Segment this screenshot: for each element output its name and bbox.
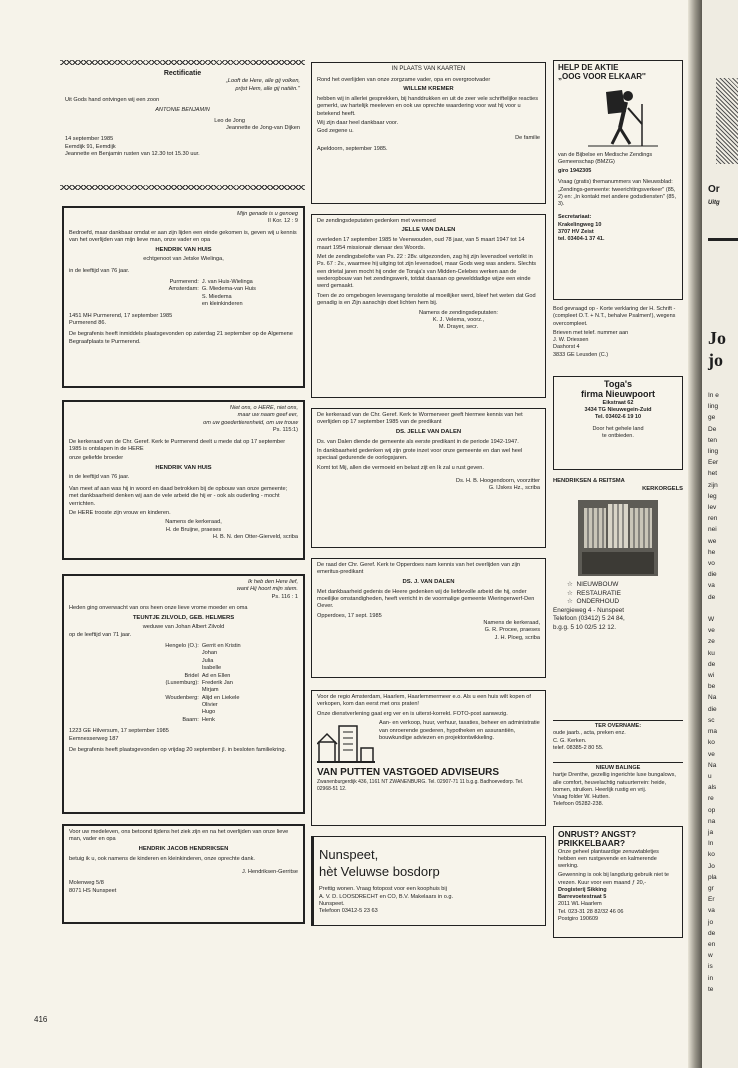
zilvold-address-2: Eemnesserweg 187: [69, 735, 119, 742]
rectificatie-parent-2: Jeannette de Jong-van Dijken: [225, 125, 300, 132]
organ-icon: [558, 496, 678, 578]
kremer-address: Apeldoorn, september 1985.: [317, 146, 388, 153]
toga-text: Door het gehele land: [592, 425, 644, 432]
hendriksen-notice: [62, 824, 305, 924]
next-page-line: ja: [708, 828, 714, 836]
onrust-ad: [553, 826, 683, 938]
rectificatie-quote-1: „Looft de Here, alle gij volken,: [225, 78, 300, 85]
rectificatie-intro: Uit Gods hand ontvingen wij een zoon: [65, 96, 160, 103]
van-huis2-quote-1: Niet ons, o HERE, niet ons,: [229, 405, 298, 411]
next-page-line: de: [708, 660, 716, 668]
van-dalen2-name: DS. JELLE VAN DALEN: [395, 428, 462, 435]
van-huis2-text-2: Van meet af aan was hij in woord en daad betrokken bij de opbouw van onze gemeente; met dankbaarheid denken wij aan de vele arbeid die hij er - ook als ouderling - mocht verrichten.: [69, 485, 288, 507]
zilvold-hengelo-0: Gerrit en Kristin: [201, 643, 241, 650]
kremer-text-2: hebben wij in allerlei gesprekken, bij handdrukken en uit de zeer vele schriftelijke reacties gemerkt, uw hartelijk meeleven en ook uw oprechte waardering voor wat hij voor u betekend heeft.: [317, 96, 539, 117]
zilvold-baarn-label: Baarn:: [182, 716, 199, 723]
balinge-tel: Telefoon 05282-238.: [553, 801, 604, 808]
next-page-pattern: [716, 78, 738, 164]
van-dalen2-text: De kerkeraad van de Chr. Geref. Kerk te Wormerveer geeft hiermee kennis van het overlijden op 17 september 1985 van de predikant: [317, 412, 523, 426]
next-page-line: na: [708, 817, 716, 825]
rectificatie-parent-1: Leo de Jong: [214, 117, 245, 124]
rectificatie-date: 14 september 1985: [65, 136, 114, 143]
next-page-line: in: [708, 974, 714, 982]
van-huis-r1-label: Purmerend:: [169, 279, 199, 286]
zilvold-bridel-label: Bridel: [184, 672, 199, 679]
van-huis2-text-3: De HERE trooste zijn vrouw en kinderen.: [69, 509, 171, 516]
next-page-line: Na: [708, 694, 717, 702]
van-dalen3-address: Opperdoes, 17 sept. 1985: [317, 612, 382, 619]
next-page-line: u: [708, 772, 712, 780]
van-dalen2-text-4: Komt tot Mij, allen die vermoeid en belast zijt en Ik zal u rust geven.: [317, 464, 484, 471]
next-page-line: sc: [708, 716, 715, 724]
aktie-ad: [553, 60, 683, 300]
next-page-line: va: [708, 907, 715, 915]
next-page-heading-b: Uitg: [708, 200, 720, 206]
zilvold-name: TEUNTJE ZILVOLD, GEB. HELMERS: [132, 614, 235, 621]
zilvold-hengelo-2: Julia: [201, 657, 214, 664]
next-page-line: ling: [708, 448, 719, 456]
next-page-line: jo: [708, 918, 714, 926]
hendriksen-name: HENDRIK JACOB HENDRIKSEN: [138, 845, 229, 852]
next-page-line: ve: [708, 627, 715, 635]
onrust-text-2: Gewenning is ook bij langdurig gebruik niet te vrezen. Kuur voor een maand ƒ 20,-: [558, 872, 669, 886]
orgel-item-2: ☆ RESTAURATIE: [567, 589, 621, 597]
kremer-text-3: Wij zijn daar heel dankbaar voor.: [317, 120, 399, 127]
kremer-head: IN PLAATS VAN KAARTEN: [391, 66, 466, 72]
next-page-line: W: [708, 616, 715, 624]
onrust-firm: Drogisterij Sikking: [558, 886, 607, 893]
hendriksen-text-2: betuig ik u, ook namens de kinderen en kleinkinderen, onze oprechte dank.: [69, 855, 255, 862]
next-page-line: is: [708, 963, 713, 971]
bod-address-3: 3833 GE Leusden (C.): [553, 351, 609, 358]
next-page-line: Na: [708, 761, 717, 769]
van-huis2-name: HENDRIK VAN HUIS: [155, 464, 212, 471]
balinge-text: hartje Drenthe, gezellig ingerichte luxe bungalows, alle comfort, heuvelachtig natuurterrein: heide, bomen, struiken. Heerlijk rustig en vrij.: [553, 772, 676, 793]
van-huis2-quote-2: maar uw naam geef eer,: [237, 412, 298, 419]
toga-tel: Tel. 03402-6 19 10: [594, 414, 642, 421]
zilvold-text: Heden ging onverwacht van ons heen onze lieve vrome moeder en oma: [69, 605, 248, 612]
kremer-notice: [311, 62, 546, 204]
next-page-line: be: [708, 683, 716, 691]
zilvold-lux-label: (Luxemburg):: [165, 679, 199, 686]
van-dalen1-sig-1: Namens de zendingsdeputaten:: [419, 309, 498, 316]
zilvold-baarn-0: Henk: [201, 716, 215, 723]
next-page-line: wi: [708, 672, 715, 680]
next-page-line: Er: [708, 896, 715, 904]
nunspeet-title-2: hèt Veluwse bosdorp: [319, 864, 440, 880]
van-huis-age: in de leeftijd van 76 jaar.: [69, 267, 130, 274]
van-putten-title: VAN PUTTEN VASTGOED ADVISEURS: [317, 767, 500, 779]
van-huis2-text: De kerkeraad van de Chr. Geref. Kerk te Purmerend deelt u mede dat op 17 september 1985 is ontslapen in de HERE: [69, 438, 286, 452]
next-page-line: ko: [708, 851, 715, 859]
orgel-firm: HENDRIKSEN & REITSMA: [553, 478, 625, 484]
orgel-item-1-label: NIEUWBOUW: [576, 581, 619, 589]
next-page-line: leg: [708, 492, 717, 500]
aktie-address-1: Krakelingweg 10: [558, 221, 602, 228]
van-huis2-quote-4: Ps. 115:1): [272, 427, 298, 434]
van-dalen1-text-2: Met de zendingsbelofte van Ps. 22 : 28v. uitgezonden, zag hij zijn levensdoel vertolkt in Ps. 67 : 2v., waarmee hij uitging tot zijn levensdoel, maar Gods weg was anders. Slechts een drietal jaren mocht hij onder de Toraja's van Midden-Celebes werken aan de wederopbouw van het zendingswerk, totdat daaraan op gewelddadige wijze een einde werd gemaakt.: [317, 253, 537, 290]
next-page-body: [708, 390, 719, 995]
next-page-line: ren: [708, 515, 718, 523]
zilvold-wood-label: Woudenberg:: [165, 694, 199, 701]
orgel-item-2-label: RESTAURATIE: [576, 589, 621, 597]
van-dalen-opperdoes-notice: [311, 558, 546, 678]
van-dalen-wormerveer-notice: [311, 408, 546, 548]
next-page-line: en: [708, 940, 716, 948]
van-dalen1-head: De zendingsdeputaten gedenken met weemoed: [317, 218, 436, 224]
zilvold-bridel-0: Ad en Ellen: [201, 672, 231, 679]
van-huis2-brother: onze geliefde broeder: [69, 455, 124, 462]
van-huis-r2-name: G. Miedema-van Huis: [201, 286, 256, 293]
rectificatie-address: Eemdijk 91, Eemdijk: [65, 143, 116, 150]
next-page-line: we: [708, 537, 717, 545]
van-huis-church-notice: [62, 400, 305, 560]
aktie-tel: tel. 03404-1 37 41.: [558, 236, 605, 243]
van-huis-address-1: 1451 MH Purmerend, 17 september 1985: [69, 312, 173, 319]
bod-address-2: Dashorst 4: [553, 344, 580, 351]
next-page-line: te: [708, 985, 714, 993]
hendriksen-address-1: Molenweg 5/8: [69, 880, 104, 887]
next-page-line: ko: [708, 739, 715, 747]
next-page-line: Eer: [708, 459, 719, 467]
hendriksen-address-2: 8071 HS Nunspeet: [69, 887, 117, 894]
kremer-text: Rond het overlijden van onze zorgzame vader, opa en overgrootvader: [317, 76, 491, 83]
hendriksen-text: Voor uw medeleven, ons betoond tijdens het ziek zijn en na het overlijden van onze lieve man, vader en opa: [69, 829, 289, 843]
nunspeet-text-4: Telefoon 03412-5 23 63: [319, 908, 378, 915]
aktie-giro: giro 1942305: [558, 168, 592, 175]
onrust-address-1: Barrevoetestraat 5: [558, 894, 607, 901]
next-page-line: re: [708, 795, 714, 803]
next-page-line: ma: [708, 728, 718, 736]
van-putten-ad: [311, 690, 546, 826]
next-page-line: va: [708, 582, 715, 590]
bod-text: Bod gevraagd op - Korte verklaring der H. Schrift - (compleet O.T. + N.T., behalve Psalmen!), wegens overcompleet.: [553, 306, 676, 327]
van-dalen3-name: DS. J. VAN DALEN: [402, 578, 455, 585]
next-page-line: die: [708, 571, 717, 579]
next-page-line: Jo: [708, 862, 715, 870]
next-page-line: lev: [708, 504, 717, 512]
zilvold-wood-0: Alijd en Liekele: [201, 694, 240, 701]
van-huis-r4-name: en kleinkinderen: [201, 301, 243, 308]
next-page-line: he: [708, 548, 716, 556]
van-dalen1-sig-2: K. J. Velema, voorz.,: [432, 316, 485, 323]
zilvold-quote-3: Ps. 116 : 1: [271, 593, 298, 600]
overname-name: C. G. Kerken.: [553, 737, 587, 744]
zilvold-lux-0: Frederik Jan: [201, 679, 233, 686]
van-huis2-sig-3: H. B. N. den Otter-Gierveld, scriba: [212, 534, 298, 541]
van-huis-address-2: Purmerend 86.: [69, 319, 107, 326]
aktie-title-2: „OOG VOOR ELKAAR'': [558, 71, 646, 81]
next-page-line: De: [708, 425, 717, 433]
next-page-line: op: [708, 806, 716, 814]
toga-ad: [553, 376, 683, 470]
aktie-text: van de Bijbelse en Medische Zendings Gemeenschap (BMZG): [558, 151, 653, 165]
zilvold-notice: [62, 574, 305, 814]
next-page-line: ku: [708, 649, 715, 657]
van-putten-text-2: Onze dienstverlening gaat erg ver en is uiterst-korrekt. FOTO-post aanwezig.: [317, 710, 508, 717]
onrust-text: Onze geheel plantaardige zenuwtabletjes hebben een rustgevende en kalmerende werking.: [558, 848, 659, 870]
toga-address-1: Eikstraat 62: [602, 399, 634, 406]
orgel-item-3-label: ONDERHOUD: [576, 598, 620, 606]
van-dalen1-text: overleden 17 september 1985 te Veenwouden, oud 78 jaar, van 5 maart 1947 tot 14 maart 1954 missionair dienaar des Woords.: [317, 237, 525, 251]
van-dalen2-text-3: In dankbaarheid gedenken wij zijn grote inzet voor onze gemeente en dan wel heel speciaal gedurende de oorlogsjaren.: [317, 447, 523, 462]
van-huis-text: Bedroefd, maar dankbaar omdat er aan zijn lijden een einde gekomen is, geven wij u kennis van het overlijden van mijn lieve man, onze vader en opa: [69, 229, 297, 244]
overname-text: oude jaarb., acta, preken enz.: [553, 730, 626, 737]
next-page-line: vo: [708, 560, 715, 568]
onrust-giro: Postgiro 190609: [558, 915, 599, 922]
van-huis-r1-name: J. van Huis-Wielinga: [201, 279, 253, 286]
van-dalen1-text-3: Toen de zo omgebogen levensgang tenslotte al moeilijker werd, bleef het weten dat God genadig is en Zijn aanschijn doet lichten hem bij.: [317, 292, 536, 307]
van-huis-quote-1: Mijn genade is u genoeg: [237, 211, 298, 217]
zilvold-wood-1: Olivier: [201, 702, 218, 709]
next-page-line: ling: [708, 403, 719, 411]
next-page-line: de: [708, 929, 716, 937]
nunspeet-ad: [311, 836, 546, 926]
next-page-line: ve: [708, 750, 715, 758]
van-huis2-sig-1: Namens de kerkeraad,: [165, 519, 222, 526]
next-page-line: ge: [708, 414, 716, 422]
next-page-line: zijn: [708, 481, 718, 489]
orgel-address: Energieweg 4 - Nunspeet: [553, 607, 625, 615]
next-page-line: w: [708, 952, 713, 960]
van-huis-quote-2: II Kor. 12 : 9: [267, 218, 298, 225]
next-page-line: In e: [708, 392, 719, 399]
van-huis2-quote-3: om uw goedertierenheid, om uw trouw: [203, 419, 298, 426]
van-dalen2-sig-1: Ds. H. B. Hoogendoorn, voorzitter: [456, 478, 540, 485]
zilvold-quote-2: want Hij hoort mijn stem.: [236, 586, 298, 593]
kremer-sig: De familie: [515, 134, 540, 141]
overname-title: TER OVERNAME:: [594, 723, 642, 729]
next-page-edge: [702, 0, 738, 1068]
zigzag-border-bottom: [60, 185, 305, 190]
nunspeet-text-2: A. V. D. LOOSDRECHT en CO, B.V. Makelaars in o.g.: [319, 893, 454, 900]
hiker-icon: [558, 84, 678, 150]
van-dalen1-name: JELLE VAN DALEN: [401, 227, 456, 234]
nunspeet-text-3: Nunspeet.: [319, 901, 345, 908]
van-huis-r2-label: Amsterdam:: [168, 286, 199, 293]
toga-title-1: Toga's: [604, 379, 632, 389]
balinge-title: NIEUW BALINGE: [595, 765, 641, 771]
van-dalen2-sig-2: G. IJskes Hz., scriba: [488, 485, 540, 492]
aktie-address-2: 3707 HV Zeist: [558, 228, 594, 235]
zilvold-widow: weduwe van Johan Albert Zilvold: [142, 624, 225, 631]
van-putten-text-3: Aan- en verkoop, huur, verhuur, taxaties, beheer en administratie van onroerende goederen, hypotheken en assurantiën, bouwkundige adviezen en projektontwikkeling.: [379, 720, 540, 741]
rectificatie-title: Rectificatie: [163, 70, 202, 77]
zilvold-lux-1: Mirjam: [201, 687, 219, 694]
next-page-line: die: [708, 705, 717, 713]
orgel-ad: [553, 478, 683, 714]
next-page-line: het: [708, 470, 718, 478]
aktie-sec: Secretariaat:: [558, 214, 592, 221]
orgel-tel: Telefoon (03412) 5 24 84,: [553, 615, 625, 623]
orgel-item-1: ☆ NIEUWBOUW: [567, 581, 619, 589]
zilvold-quote-1: Ik heb den Here lief,: [247, 579, 298, 585]
van-dalen3-text: De raad der Chr. Geref. Kerk te Opperdoes nam kennis van het overlijden van zijn emeritus-predikant: [317, 562, 521, 576]
nunspeet-title-1: Nunspeet,: [319, 847, 379, 862]
van-dalen-mission-notice: [311, 214, 546, 398]
van-huis-family-notice: [62, 206, 305, 388]
zilvold-address-1: 1223 GE Hilversum, 17 september 1985: [69, 728, 169, 735]
onrust-tel: Tel. 023-31 28 82/32 46 06: [558, 908, 624, 915]
toga-address-2: 3434 TG Nieuwegein-Zuid: [584, 407, 652, 414]
onrust-title-2: PRIKKELBAAR?: [558, 838, 626, 849]
bod-text-2: Brieven met telef. nummer aan: [553, 329, 629, 336]
rectificatie-box: [60, 66, 305, 186]
zilvold-hengelo-3: Isabelle: [201, 665, 222, 672]
zilvold-hengelo-1: Johan: [201, 650, 218, 657]
van-dalen3-sig-2: G. R. Procee, praeses: [484, 627, 540, 634]
next-page-rule: [708, 238, 738, 241]
onrust-address-2: 2011 WL Haarlem: [558, 901, 602, 908]
bod-address-1: J. W. Driessen: [553, 337, 589, 343]
orgel-item-3: ☆ ONDERHOUD: [567, 598, 620, 606]
van-huis-spouse: echtgenoot van Jetske Wielinga,: [143, 256, 224, 263]
next-page-line: In: [708, 840, 714, 848]
kremer-name: WILLEM KREMER: [403, 86, 454, 93]
overname-ad: [553, 720, 683, 756]
next-page-line: gr: [708, 884, 714, 892]
zilvold-wood-2: Hugo: [201, 709, 216, 716]
rectificatie-quote-2: prijst Hem, alle gij natiën.'': [235, 85, 300, 92]
page-number: 416: [34, 1015, 48, 1024]
aktie-text-2: Vraag (gratis) themanummers van Nieuwsblad: „Zendings-gemeente: tweerichtingsverkeer'' (85, 2) en: „In kontakt met andere godsdiensten'' (85, 3).: [558, 179, 676, 208]
van-huis-r3-name: S. Miedema: [201, 293, 232, 300]
house-icon: [317, 720, 375, 764]
toga-text-2: te ontbieden.: [602, 432, 634, 439]
van-dalen2-text-2: Ds. van Dalen diende de gemeente als eerste predikant in de periode 1942-1947.: [317, 438, 519, 445]
van-dalen3-text-2: Met dankbaarheid gedenis de Heere gedenken wij de liefdevolle arbeid die hij, onder moeilijke omstandigheden, heeft verricht in de voormalige gemeente Wieringerwerf-Den Oever.: [317, 588, 535, 610]
van-dalen3-sig-3: J. H. Ploeg, scriba: [494, 634, 540, 641]
toga-title-2: firma Nieuwpoort: [580, 388, 655, 399]
nunspeet-text: Prettig wonen. Vraag fotopost voor een koophuis bij: [319, 886, 447, 893]
next-page-line: nei: [708, 526, 717, 534]
next-page-line: de: [708, 593, 716, 601]
van-huis2-sig-2: H. de Bruijne, praeses: [165, 526, 222, 533]
next-page-heading-a: Or: [708, 184, 720, 195]
hendriksen-sig: J. Hendriksen-Gerritse: [242, 868, 298, 875]
next-page-line: [708, 603, 719, 614]
onrust-title-1: ONRUST? ANGST?: [558, 829, 637, 839]
rectificatie-child: ANTONIE BENJAMIN: [155, 107, 210, 114]
next-page-headline-c: Jo: [708, 328, 726, 348]
zigzag-border-top: [60, 60, 305, 65]
overname-tel: telef. 08385-2 80 55.: [553, 744, 604, 751]
van-dalen3-sig-1: Namens de kerkeraad,: [483, 620, 540, 627]
next-page-headline-d: jo: [708, 350, 723, 370]
rectificatie-rest: Jeannette en Benjamin rusten van 12.30 tot 15.30 uur.: [65, 151, 200, 158]
aktie-title-1: HELP DE AKTIE: [558, 63, 619, 72]
van-huis-name: HENDRIK VAN HUIS: [155, 246, 212, 253]
book-spine: [688, 0, 702, 1068]
van-putten-text: Voor de regio Amsterdam, Haarlem, Haarlemmermeer e.o. Als u een huis wilt kopen of verkopen, kom dan eerst met ons praten!: [317, 694, 531, 708]
van-huis-burial: De begrafenis heeft inmiddels plaatsgevonden op zaterdag 21 september op de Algemene Begraafplaats te Purmerend.: [69, 331, 293, 345]
next-page-line: pla: [708, 873, 717, 881]
balinge-text-2: Vraag folder W. Hutten.: [553, 794, 610, 800]
zilvold-hengelo-label: Hengelo (O.):: [165, 643, 199, 650]
bod-gevraagd-ad: [553, 306, 683, 370]
zilvold-age: op de leeftijd van 71 jaar.: [69, 631, 132, 638]
kremer-text-4: God zegene u.: [317, 127, 354, 134]
next-page-line: ten: [708, 436, 718, 444]
orgel-tel-2: b.g.g. 5 10 02/5 12 12.: [553, 623, 617, 631]
balinge-ad: [553, 762, 683, 818]
next-page-line: als: [708, 784, 717, 792]
van-putten-address: Zwanenburgerdijk 436, 1161 NT ZWANENBURG. Tel. 02907-71 11 b.g.g. Badhoevedorp. Tel. 02968-51 12.: [317, 779, 524, 792]
orgel-sub: KERKORGELS: [642, 485, 683, 492]
van-huis2-age: in de leeftijd van 76 jaar.: [69, 474, 130, 481]
zilvold-burial: De begrafenis heeft plaatsgevonden op vrijdag 20 september jl. in besloten familiekring.: [69, 746, 287, 753]
next-page-line: ze: [708, 638, 715, 646]
van-dalen1-sig-3: M. Drayer, secr.: [438, 324, 479, 331]
